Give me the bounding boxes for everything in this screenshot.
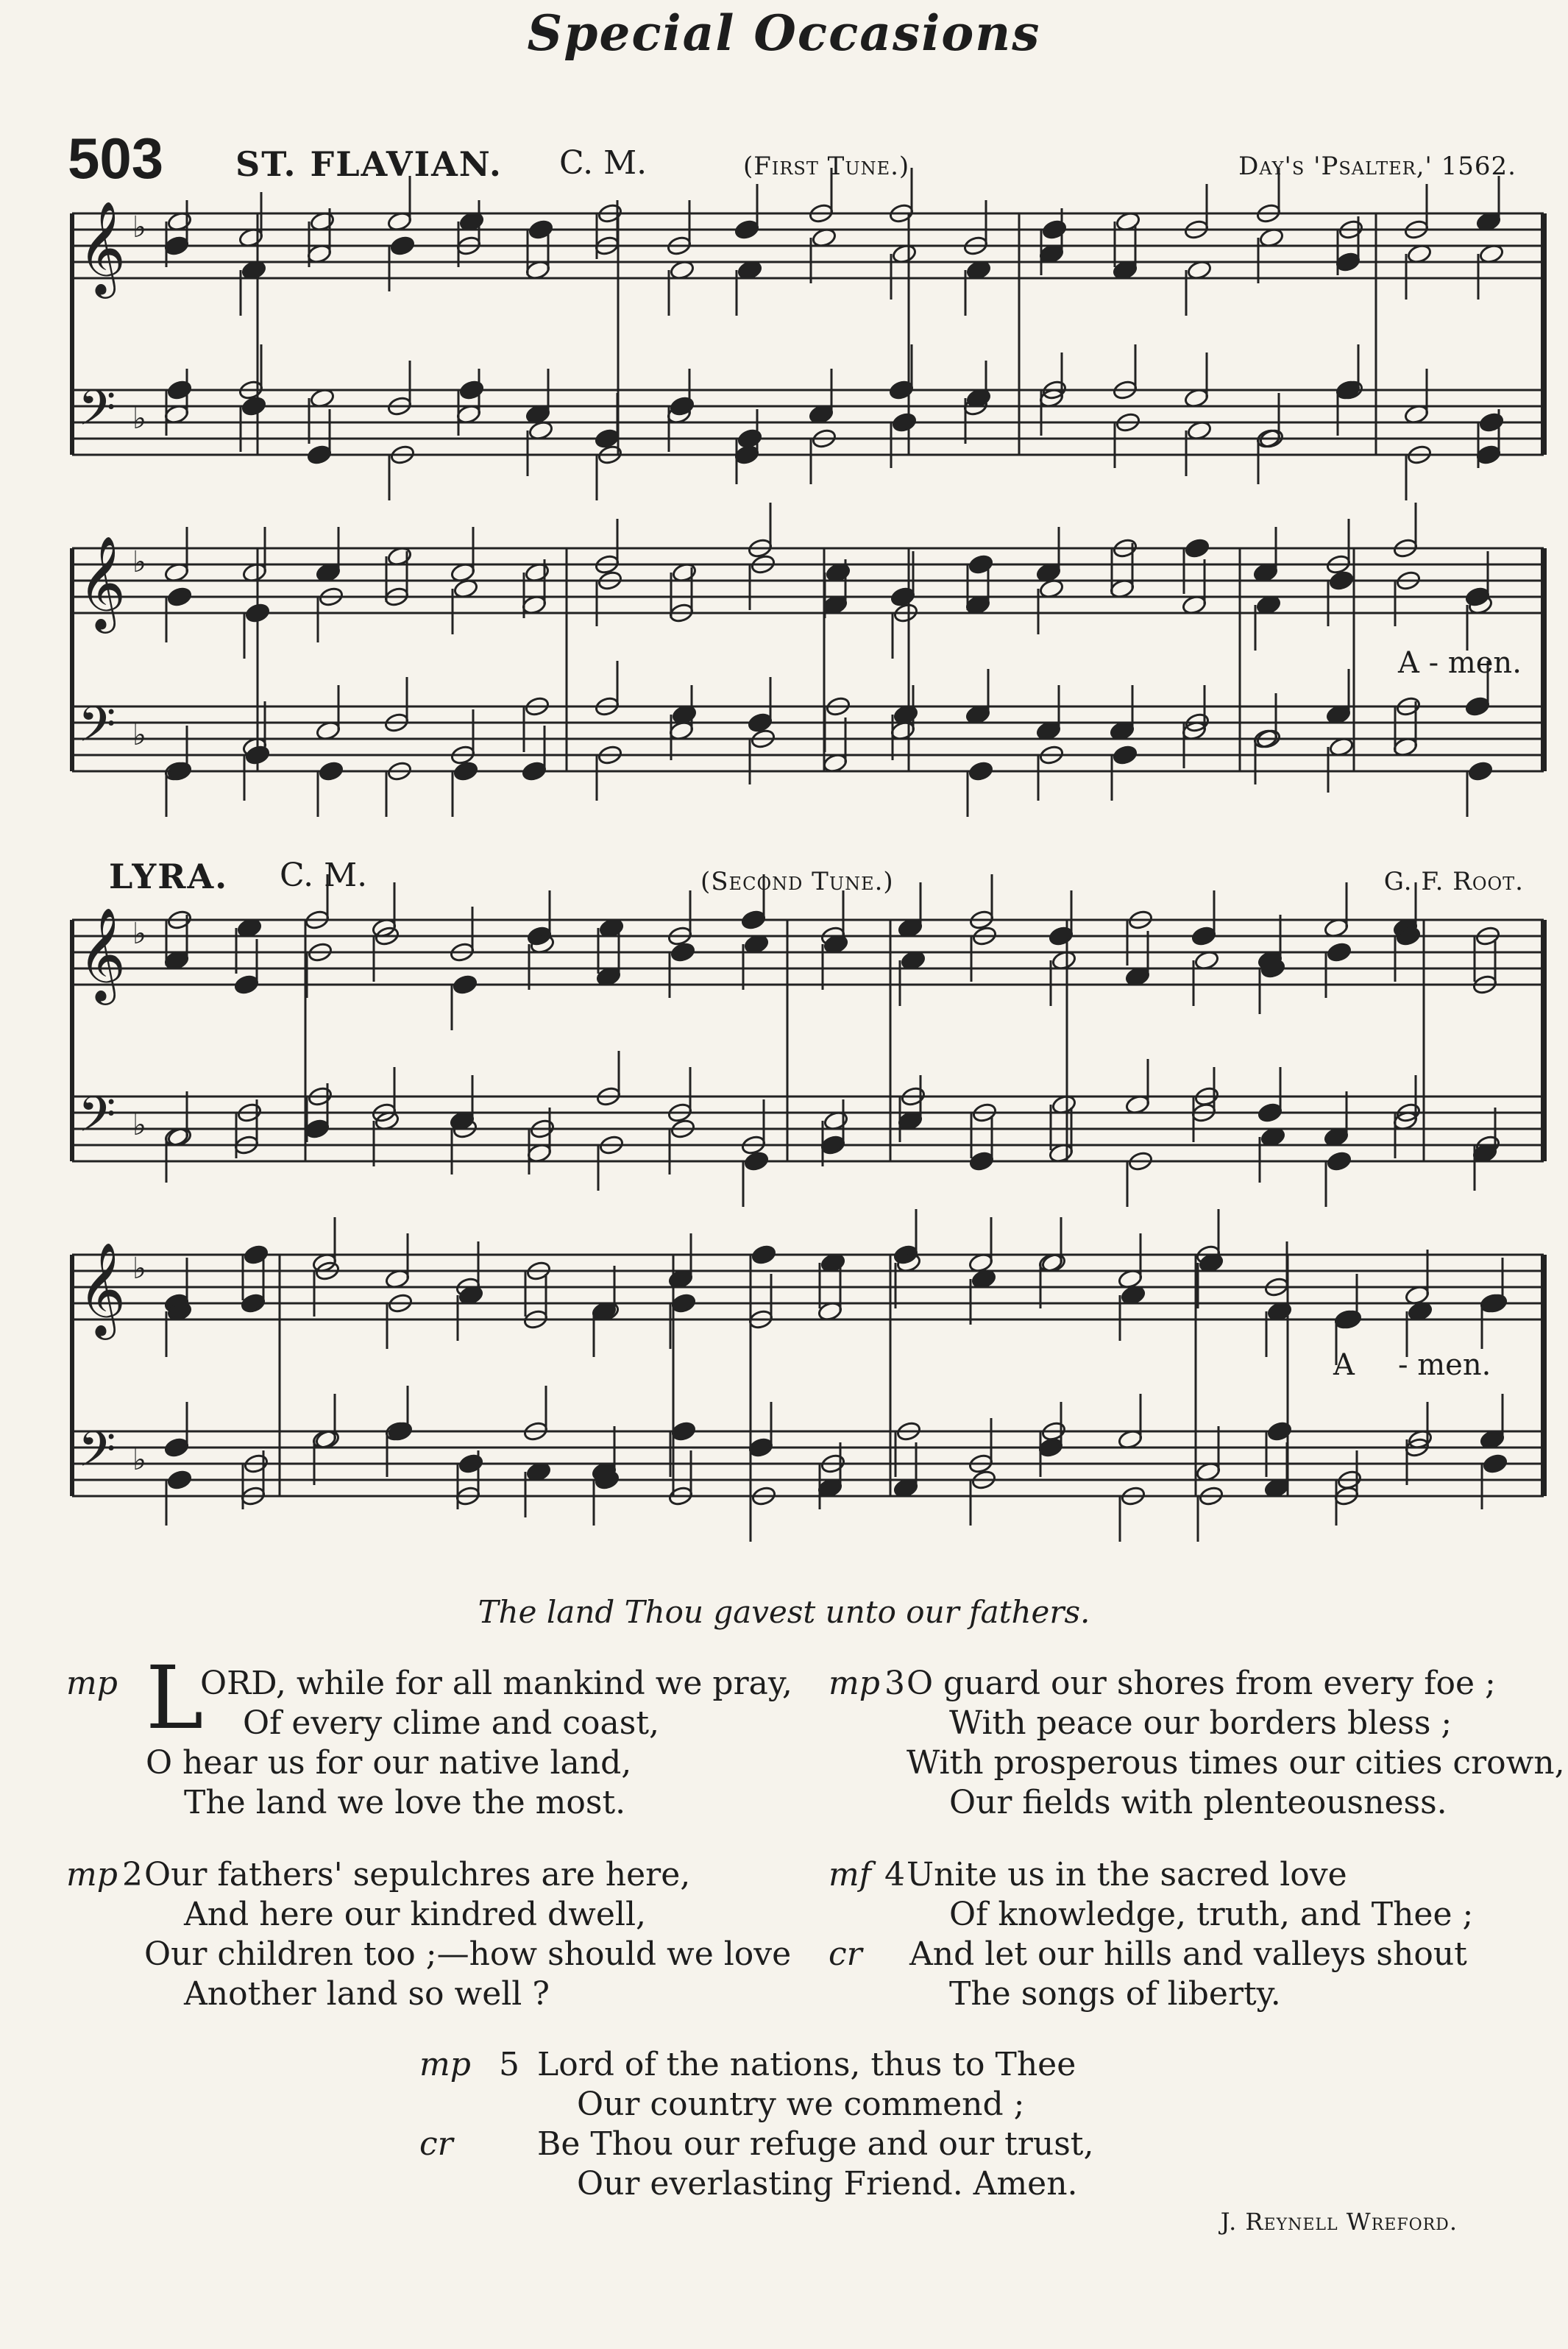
note-head: [166, 379, 192, 400]
verse-5-line-2: Our country we commend ;: [577, 2086, 1025, 2123]
note-head: [888, 379, 914, 400]
verse-3-number: 3: [884, 1665, 905, 1702]
verse-5-dynamic: mp: [419, 2046, 471, 2083]
note-head: [891, 411, 917, 433]
note-head: [1328, 570, 1354, 591]
note-head: [1257, 1102, 1283, 1123]
verse-4-line-2: Of knowledge, truth, and Thee ;: [949, 1896, 1474, 1933]
clef-symbol: 𝄞: [78, 1241, 127, 1336]
staff-lines: [72, 200, 1544, 1496]
note-head: [244, 744, 270, 765]
note-head: [751, 1244, 776, 1265]
verse-4-line-3: And let our hills and valleys shout: [909, 1935, 1467, 1973]
verse-5-mid-dynamic: cr: [419, 2125, 453, 2163]
note-head: [669, 395, 695, 417]
note-head: [734, 219, 759, 240]
verse-3-line-4: Our fields with plenteousness.: [949, 1784, 1447, 1821]
clef-symbol: 𝄢: [78, 380, 116, 448]
verse-3-line-3: With prosperous times our cities crown,: [907, 1744, 1565, 1782]
note-head: [670, 1420, 696, 1442]
note-head: [594, 428, 620, 449]
clef-symbol: 𝄢: [78, 1421, 116, 1489]
note-head: [240, 1292, 266, 1314]
verse-5-line-4: Our everlasting Friend. Amen.: [577, 2165, 1078, 2203]
verse-1-dynamic: mp: [66, 1665, 118, 1702]
note-head: [968, 553, 993, 575]
note-head: [163, 1436, 189, 1458]
note-head: [521, 760, 547, 782]
note-head: [166, 1469, 192, 1490]
clef-symbol: ♭: [132, 917, 146, 951]
scripture-caption: The land Thou gavest unto our fathers.: [478, 1594, 1090, 1630]
hymn-author: J. Reynell Wreford.: [1220, 2208, 1458, 2236]
first-tune-source: Day's 'Psalter,' 1562.: [1238, 152, 1516, 181]
note-head: [743, 1150, 769, 1172]
hymn-number: 503: [68, 126, 164, 191]
note-head: [1482, 1453, 1508, 1474]
note-head: [968, 1150, 994, 1172]
note-head: [304, 1118, 330, 1139]
note-head: [318, 760, 344, 782]
second-tune-amen-a: A: [1333, 1348, 1355, 1382]
note-head: [528, 219, 553, 240]
clef-symbol: ♭: [132, 1252, 146, 1286]
clef-symbol: ♭: [132, 1443, 146, 1477]
note-head: [1464, 695, 1490, 717]
note-head: [747, 712, 773, 733]
note-heads: [163, 168, 1508, 1542]
note-head: [163, 235, 189, 256]
clef-symbol: 𝄢: [78, 1086, 116, 1155]
note-head: [820, 1134, 845, 1155]
note-head: [1475, 444, 1501, 465]
verse-1-dropcap: L: [146, 1647, 204, 1749]
note-head: [740, 909, 766, 930]
note-head: [243, 1244, 269, 1265]
verse-2-line-1: Our fathers' sepulchres are here,: [144, 1856, 691, 1893]
note-head: [670, 941, 695, 963]
verse-4-line-1: Unite us in the sacred love: [907, 1856, 1347, 1893]
note-head: [1467, 760, 1493, 782]
clef-symbol: 𝄢: [78, 696, 116, 765]
verse-1-line-3: O hear us for our native land,: [146, 1744, 632, 1782]
note-head: [670, 1292, 696, 1314]
note-head: [737, 428, 762, 449]
note-head: [166, 586, 192, 607]
first-tune-name: ST. FLAVIAN.: [235, 144, 503, 184]
note-head: [389, 235, 415, 256]
verse-4-line-4: The songs of liberty.: [949, 1975, 1281, 2013]
clef-symbol: 𝄞: [78, 907, 127, 1001]
verse-3-dynamic: mp: [829, 1665, 880, 1702]
note-head: [453, 760, 478, 782]
verse-5-line-3: Be Thou our refuge and our trust,: [537, 2125, 1094, 2163]
second-tune-composer: G. F. Root.: [1383, 867, 1524, 896]
verse-1-line-1: ORD, while for all mankind we pray,: [200, 1665, 792, 1702]
verse-5-line-1: Lord of the nations, thus to Thee: [537, 2046, 1076, 2083]
note-head: [1335, 251, 1361, 272]
first-tune-label: (First Tune.): [743, 152, 910, 181]
note-head: [1184, 537, 1210, 559]
clef-symbol: 𝄞: [78, 200, 127, 294]
verse-4-dynamic: mf: [829, 1856, 872, 1893]
note-head: [890, 586, 915, 607]
clef-symbol: ♭: [132, 402, 146, 436]
verse-3-line-1: O guard our shores from every foe ;: [907, 1665, 1496, 1702]
note-head: [241, 395, 266, 417]
clef-symbol: 𝄞: [78, 535, 127, 629]
verse-4-mid-dynamic: cr: [829, 1935, 862, 1973]
note-head: [452, 974, 478, 995]
note-head: [458, 1453, 483, 1474]
verse-2-line-4: Another land so well ?: [184, 1975, 550, 2013]
second-tune-amen-b: - men.: [1398, 1348, 1491, 1382]
second-tune-label: (Second Tune.): [700, 867, 894, 896]
page-header: Special Occasions: [527, 4, 1041, 62]
verse-2-line-2: And here our kindred dwell,: [184, 1896, 647, 1933]
note-head: [1112, 744, 1138, 765]
verse-5-number: 5: [499, 2046, 519, 2083]
note-head: [1191, 925, 1216, 946]
note-head: [1041, 219, 1067, 240]
note-head: [968, 760, 993, 782]
first-tune-meter: C. M.: [559, 144, 648, 182]
second-tune-meter: C. M.: [280, 857, 368, 894]
note-head: [233, 974, 259, 995]
note-head: [1048, 925, 1074, 946]
note-head: [1478, 411, 1504, 433]
note-head: [1326, 1150, 1352, 1172]
verse-1-line-2: Of every clime and coast,: [243, 1704, 660, 1742]
clef-symbol: ♭: [132, 210, 146, 244]
clef-symbol: ♭: [132, 718, 146, 752]
verse-1-line-4: The land we love the most.: [184, 1784, 626, 1821]
verse-4-number: 4: [884, 1856, 905, 1893]
clef-symbol: ♭: [132, 1108, 146, 1142]
verse-2-number: 2: [122, 1856, 143, 1893]
clef-symbol: ♭: [132, 545, 146, 579]
note-head: [748, 1436, 773, 1458]
note-head: [306, 444, 332, 465]
verse-2-dynamic: mp: [66, 1856, 118, 1893]
note-head: [458, 379, 484, 400]
first-tune-amen: A - men.: [1398, 646, 1522, 680]
verse-3-line-2: With peace our borders bless ;: [949, 1704, 1452, 1742]
note-head: [244, 602, 270, 623]
second-tune-name: LYRA.: [109, 857, 229, 896]
verse-2-line-3: Our children too ;—how should we love: [144, 1935, 792, 1973]
note-head: [1326, 941, 1352, 963]
